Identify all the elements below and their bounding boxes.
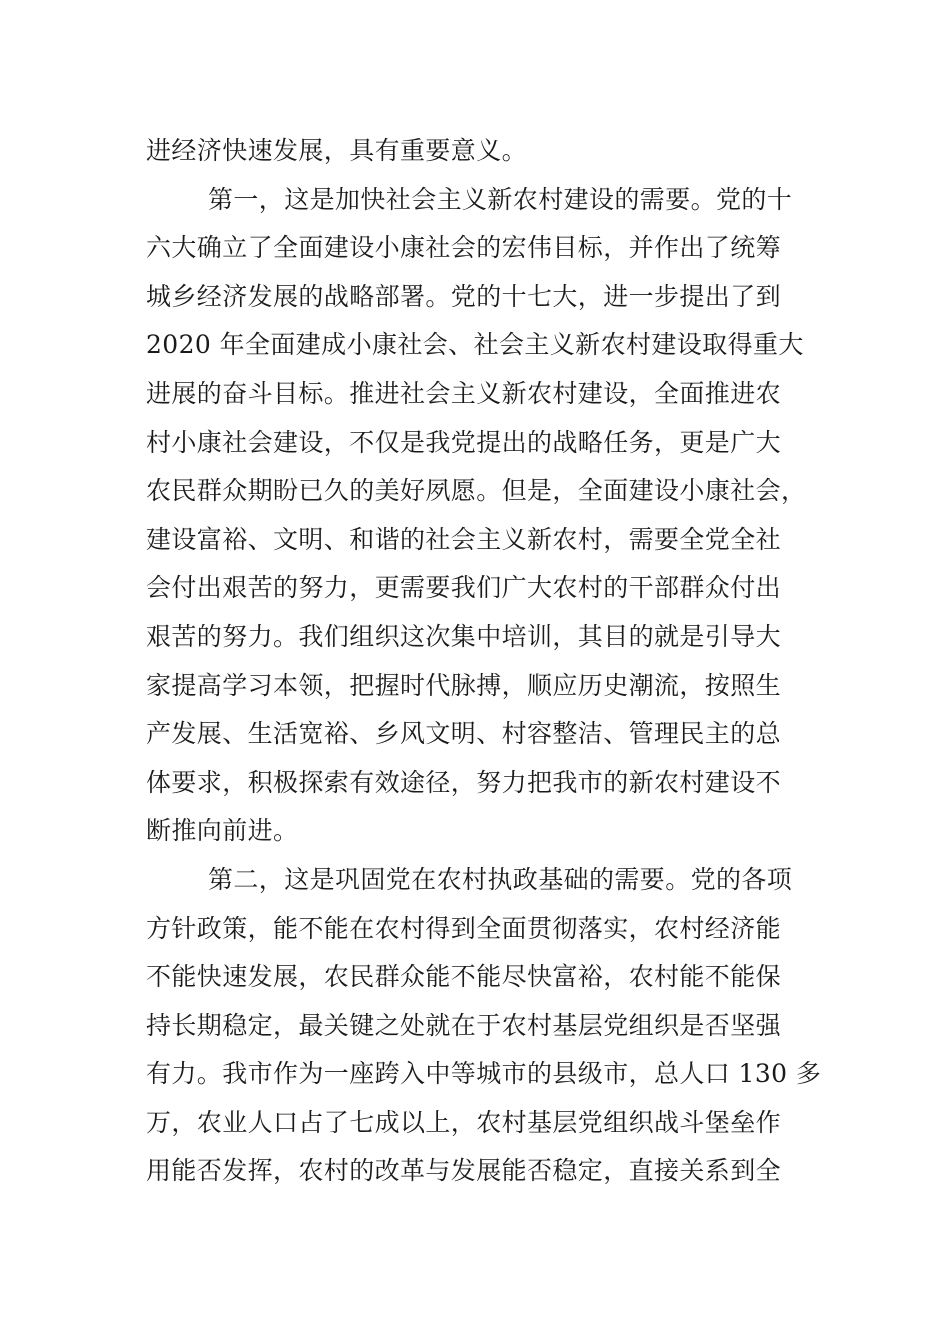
text-line: 进展的奋斗目标。推进社会主义新农村建设，全面推进农 <box>146 378 782 408</box>
text-line: 家提高学习本领，把握时代脉搏，顺应历史潮流，按照生 <box>146 670 782 700</box>
text-line: 会付出艰苦的努力，更需要我们广大农村的干部群众付出 <box>146 573 782 603</box>
text-line: 产发展、生活宽裕、乡风文明、村容整洁、管理民主的总 <box>146 719 782 749</box>
document-body <box>146 127 822 1196</box>
text-line: 城乡经济发展的战略部署。党的十七大，进一步提出了到 <box>146 281 782 311</box>
text-line: 方针政策，能不能在农村得到全面贯彻落实，农村经济能 <box>146 913 782 943</box>
text-line: 2020 年全面建成小康社会、社会主义新农村建设取得重大 <box>146 330 804 360</box>
text-line: 六大确立了全面建设小康社会的宏伟目标，并作出了统筹 <box>146 233 782 263</box>
text-line: 建设富裕、文明、和谐的社会主义新农村，需要全党全社 <box>146 524 782 554</box>
text-line: 万，农业人口占了七成以上，农村基层党组织战斗堡垒作 <box>146 1107 782 1137</box>
text-line: 体要求，积极探索有效途径，努力把我市的新农村建设不 <box>146 767 782 797</box>
text-line: 持长期稳定，最关键之处就在于农村基层党组织是否坚强 <box>146 1010 782 1040</box>
text-line: 进经济快速发展，具有重要意义。 <box>146 136 528 165</box>
paragraph-first-line: 第二，这是巩固党在农村执政基础的需要。党的各项 <box>208 864 793 894</box>
text-line: 有力。我市作为一座跨入中等城市的县级市，总人口 130 多 <box>146 1059 822 1089</box>
text-line: 艰苦的努力。我们组织这次集中培训，其目的就是引导大 <box>146 621 782 651</box>
text-line: 农民群众期盼已久的美好夙愿。但是，全面建设小康社会， <box>146 476 807 506</box>
paragraph-first-line: 第一，这是加快社会主义新农村建设的需要。党的十 <box>208 184 793 214</box>
text-line: 村小康社会建设，不仅是我党提出的战略任务，更是广大 <box>146 427 782 457</box>
text-line: 用能否发挥，农村的改革与发展能否稳定，直接关系到全 <box>146 1156 782 1186</box>
text-line: 不能快速发展，农民群众能不能尽快富裕，农村能不能保 <box>146 962 782 992</box>
text-line: 断推向前进。 <box>146 816 299 846</box>
